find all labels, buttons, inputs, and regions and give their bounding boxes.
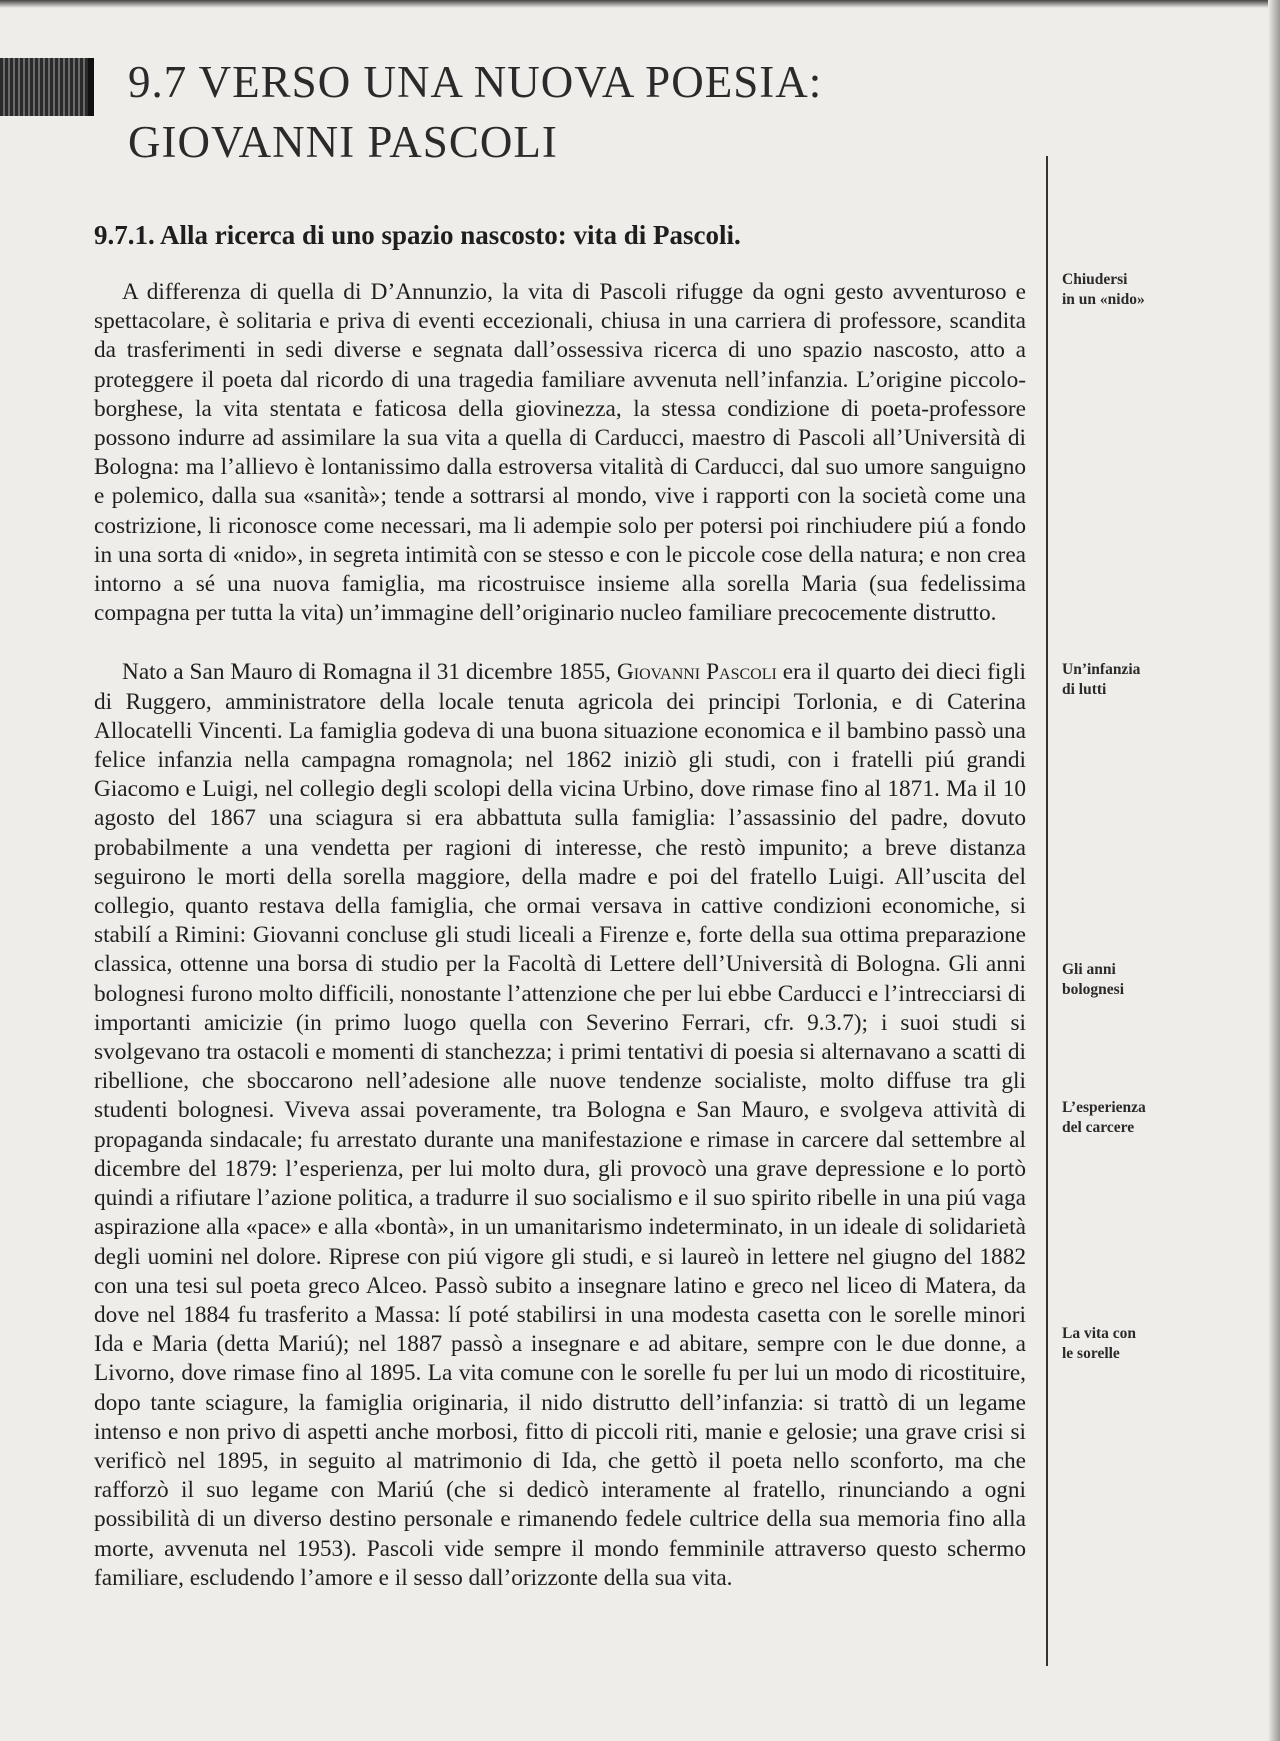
poet-name: Giovanni Pascoli [616,659,777,686]
paragraph-2-start: Nato a San Mauro di Romagna il 31 dicembre 1855, [122,659,617,686]
margin-note-bolognesi: Gli anni bolognesi [1062,961,1125,998]
margin-note-nido: Chiudersi in un «nido» [1062,271,1145,308]
page-top-edge [0,0,1280,8]
margin-note-infanzia: Un’infanzia di lutti [1062,661,1141,698]
paragraph-2-rest: era il quarto dei dieci figli di Ruggero, amministratore della locale tenuta agricola dei principi Torlonia, e di Caterina Allocatelli Vincenti. La famiglia godeva di una buona situazione economica e il bambino passò una felice infanzia nella campagna romagnola; nel 1862 iniziò gli studi, con i fratelli piú grandi Giacomo e Luigi, nel collegio degli scolopi della vicina Urbino, dove rimase fino al 1871. Ma il 10 agosto del 1867 una sciagura si era abbattuta sulla famiglia: l’assassinio del padre, dovuto probabilmente a una vendetta per ragioni di interesse, che restò impunito; a breve distanza seguirono le morti della sorella maggiore, della madre e poi del fratello Luigi. All’uscita del collegio, quanto restava della famiglia, che ormai versava in cattive condizioni economiche, si stabilí a Rimini: Giovanni concluse gli studi liceali a Firenze e, forte della sua ottima preparazione classica, ottenne una borsa di studio per la Facoltà di Lettere dell’Università di Bologna. Gli anni bolognesi furono molto difficili, nonostante l’attenzione che per lui ebbe Carducci e l’intrecciarsi di importanti amicizie (in primo luogo quella con Severino Ferrari, cfr. 9.3.7); i suoi studi si svolgevano tra ostacoli e momenti di stanchezza; i primi tentativi di poesia si alternavano a scatti di ribellione, che sboccarono nell’adesione alle nuove tendenze socialiste, molto diffuse tra gli studenti bolognesi. Viveva assai poveramente, tra Bologna e San Mauro, e svolgeva attività di propaganda sindacale; fu arrestato durante una manifestazione e rimase in carcere dal settembre al dicembre del 1879: l’esperienza, per lui molto dura, gli provocò una grave depressione e lo portò quindi a rifiutare l’azione politica, a tradurre il suo socialismo e il suo spirito ribelle in una piú vaga aspirazione alla «pace» e alla «bontà», in un umanitarismo indeterminato, in un ideale di solidarietà degli uomini nel dolore. Riprese con piú vigore gli studi, e si laureò in lettere nel giugno del 1882 con una tesi sul poeta greco Alceo. Passò subito a insegnare latino e greco nel liceo di Matera, da dove nel 1884 fu trasferito a Massa: lí poté stabilirsi in una modesta casetta con le sorelle minori Ida e Maria (detta Mariú); nel 1887 passò a insegnare e ad abitare, sempre con le due donne, a Livorno, dove rimase fino al 1895. La vita comune con le sorelle fu per lui un modo di ricostituire, dopo tante sciagure, la famiglia originaria, il nido distrutto dell’infanzia: si trattò di un legame intenso e non privo di aspetti anche morbosi, fitto di piccoli riti, manie e gelosie; una grave crisi si verificò nel 1895, in seguito al matrimonio di Ida, che gettò il poeta nello sconforto, ma che rafforzò il suo legame con Mariú (che si dedicò interamente al fratello, rinunciando a ogni possibilità di un diverso destino personale e rimanendo fedele cultrice della sua memoria fino alla morte, avvenuta nel 1953). Pascoli vide sempre il mondo femminile attraverso questo schermo familiare, escludendo l’amore e il sesso dall’orizzonte della sua vita. [94,659,1026,1591]
margin-note-sorelle: La vita con le sorelle [1062,1325,1137,1362]
margin-divider [1046,156,1048,1666]
paragraph-2 [94,658,1026,1593]
paragraph-1: A differenza di quella di D’Annunzio, la vita di Pascoli rifugge da ogni gesto avventuroso e spettacolare, è solitaria e priva di eventi eccezionali, chiusa in una carriera di professore, scandita da trasferimenti in sedi diverse e segnata dall’ossessiva ricerca di uno spazio nascosto, atto a proteggere il poeta dal ricordo di una tragedia familiare avvenuta nell’infanzia. L’origine piccolo-borghese, la vita stentata e faticosa della giovinezza, la stessa condizione di poeta-professore possono indurre ad assimilare la sua vita a quella di Carducci, maestro di Pascoli all’Università di Bologna: ma l’allievo è lontanissimo dalla estroversa vitalità di Carducci, dal suo umore sanguigno e polemico, dalla sua «sanità»; tende a sottrarsi al mondo, vive i rapporti con la società come una costrizione, li riconosce come necessari, ma li adempie solo per potersi poi rinchiudere piú a fondo in una sorta di «nido», in segreta intimità con se stesso e con le piccole cose della natura; e non crea intorno a sé una nuova famiglia, ma ricostruisce insieme alla sorella Maria (sua fedelissima compagna per tutta la vita) un’immagine dell’originario nucleo familiare precocemente distrutto. [94,279,1026,627]
subsection-heading: 9.7.1. Alla ricerca di uno spazio nascosto: vita di Pascoli. [94,220,741,250]
section-title-line-1: 9.7 VERSO UNA NUOVA POESIA: [128,57,823,107]
body-text [94,278,1026,1593]
chapter-marker-bar [0,58,94,116]
section-title-line-2: GIOVANNI PASCOLI [128,117,558,167]
section-title [128,52,948,172]
page-right-edge [1268,0,1280,1741]
margin-note-carcere: L’esperienza del carcere [1062,1099,1146,1136]
